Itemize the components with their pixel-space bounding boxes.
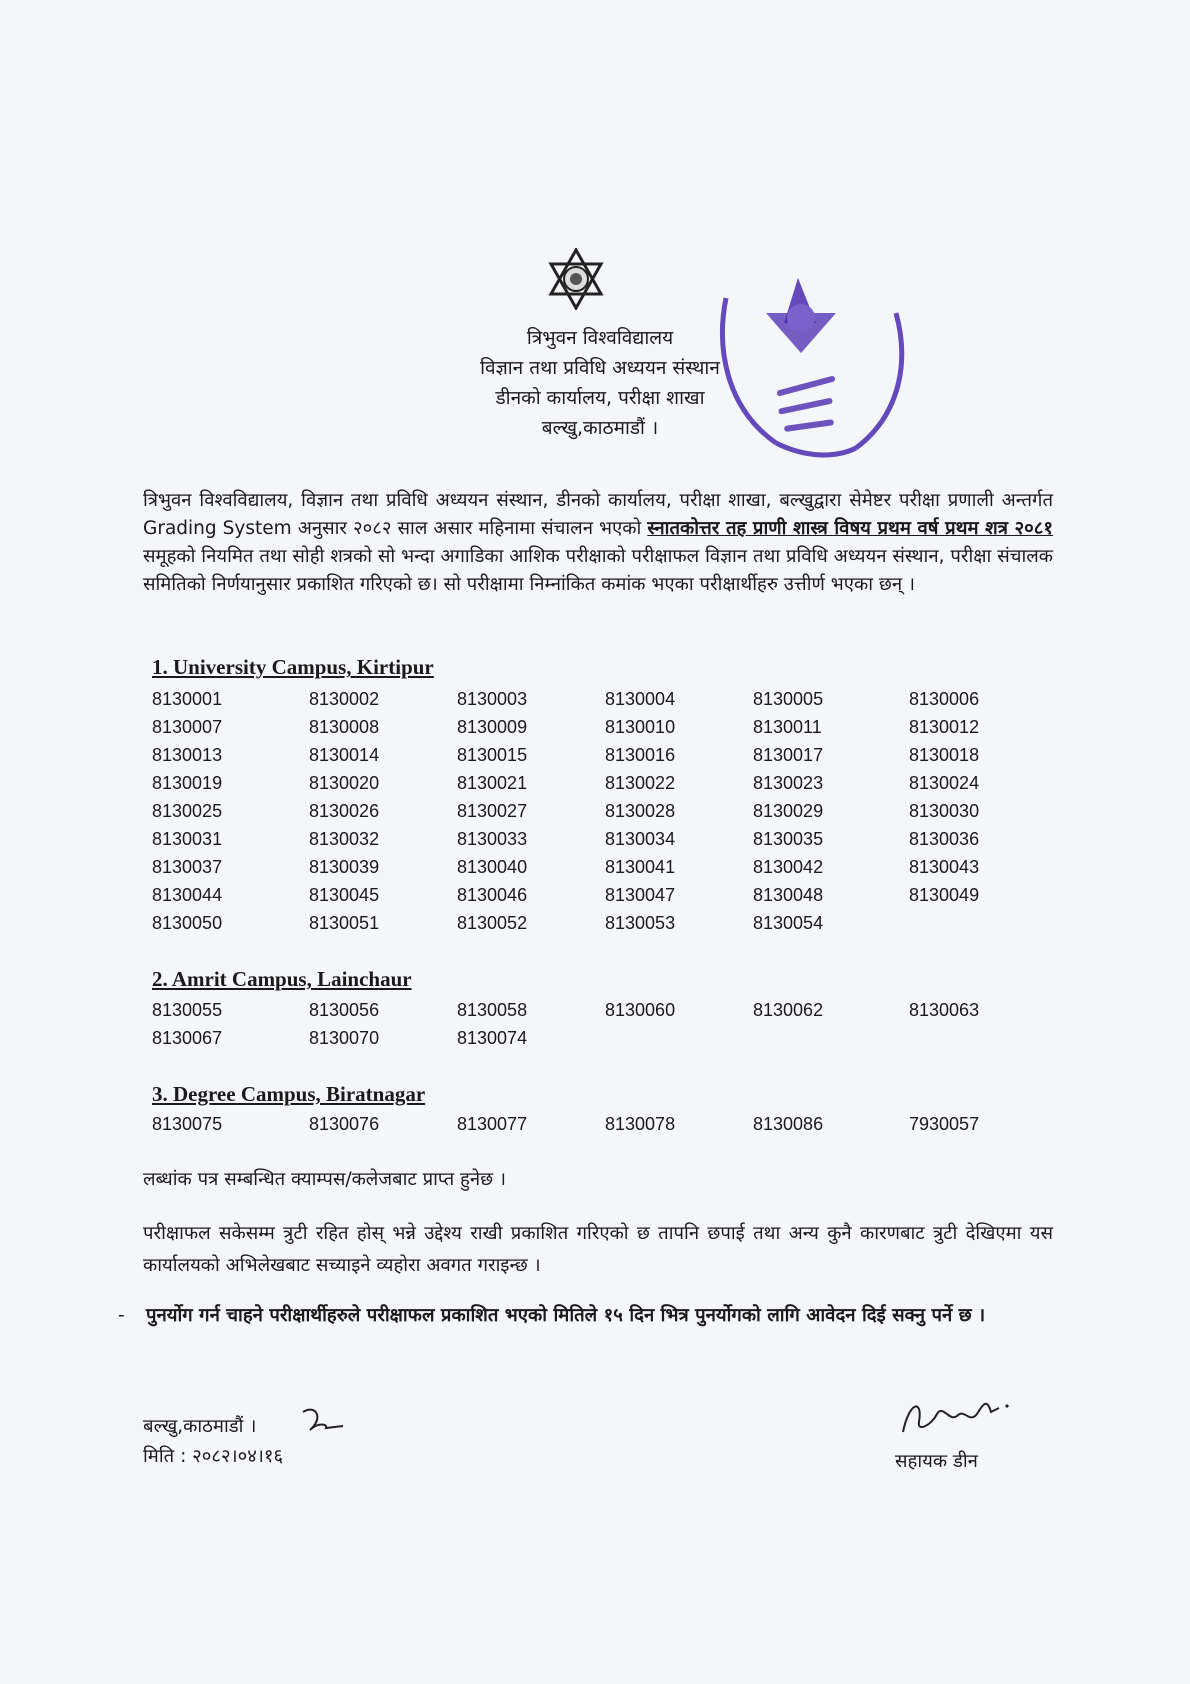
footer-place: बल्खु,काठमाडौं । <box>143 1416 257 1437</box>
roll-number: 8130032 <box>309 829 380 849</box>
roll-number: 8130009 <box>457 717 528 737</box>
roll-row <box>152 745 1012 773</box>
roll-number: 8130056 <box>309 1000 380 1020</box>
office-seal-stamp <box>706 268 918 468</box>
roll-number: 8130011 <box>753 717 822 737</box>
intro-text-part1: त्रिभुवन विश्वविद्यालय, विज्ञान तथा प्रविधि अध्ययन संस्थान, डीनको कार्यालय, परीक्षा शाखा, बल्खुद्वारा सेमेष्टर परीक्षा प्रणाली अन्तर्गत Grading System अनुसार २०८२ साल असार महिनामा संचालन भएको <box>143 490 1053 539</box>
roll-number: 8130078 <box>605 1114 676 1134</box>
roll-number: 8130062 <box>753 1000 824 1020</box>
roll-number: 8130031 <box>152 829 223 849</box>
roll-number: 8130034 <box>605 829 676 849</box>
roll-number: 8130063 <box>909 1000 980 1020</box>
roll-number: 8130016 <box>605 745 676 765</box>
roll-row <box>152 1028 1012 1056</box>
footer-date: मिति : २०८२।०४।१६ <box>143 1446 284 1467</box>
roll-number: 8130044 <box>152 885 223 905</box>
roll-number: 8130019 <box>152 773 223 793</box>
section-title-amrit-campus: 2. Amrit Campus, Lainchaur <box>152 967 412 991</box>
roll-number: 8130070 <box>309 1028 380 1048</box>
institute-name: विज्ञान तथा प्रविधि अध्ययन संस्थान <box>480 357 720 379</box>
roll-number: 8130025 <box>152 801 223 821</box>
roll-number: 7930057 <box>909 1114 980 1134</box>
roll-number: 8130026 <box>309 801 380 821</box>
roll-number: 8130022 <box>605 773 676 793</box>
roll-number: 8130051 <box>309 913 380 933</box>
roll-number: 8130076 <box>309 1114 380 1134</box>
roll-number: 8130067 <box>152 1028 223 1048</box>
roll-row <box>152 773 1012 801</box>
roll-number: 8130002 <box>309 689 380 709</box>
roll-number: 8130013 <box>152 745 223 765</box>
roll-number: 8130075 <box>152 1114 223 1134</box>
roll-row <box>152 913 1012 941</box>
roll-number: 8130037 <box>152 857 223 877</box>
signature <box>895 1392 1015 1442</box>
roll-number: 8130041 <box>605 857 676 877</box>
roll-number: 8130005 <box>753 689 824 709</box>
intro-paragraph <box>143 487 1053 599</box>
roll-number: 8130058 <box>457 1000 528 1020</box>
roll-number: 8130036 <box>909 829 980 849</box>
roll-number: 8130047 <box>605 885 676 905</box>
roll-number: 8130050 <box>152 913 223 933</box>
note-retotal-dash: - <box>118 1305 125 1326</box>
roll-number: 8130039 <box>309 857 380 877</box>
roll-list-university-campus <box>152 689 1012 941</box>
roll-number: 8130030 <box>909 801 980 821</box>
section-title-degree-campus: 3. Degree Campus, Biratnagar <box>152 1082 426 1106</box>
roll-number: 8130048 <box>753 885 824 905</box>
roll-row <box>152 689 1012 717</box>
university-emblem-icon <box>545 248 607 310</box>
office-address: बल्खु,काठमाडौं । <box>541 417 659 439</box>
roll-number: 8130010 <box>605 717 676 737</box>
roll-number: 8130008 <box>309 717 380 737</box>
office-name: डीनको कार्यालय, परीक्षा शाखा <box>495 387 705 409</box>
roll-number: 8130052 <box>457 913 528 933</box>
roll-number: 8130006 <box>909 689 980 709</box>
roll-row <box>152 829 1012 857</box>
roll-number: 8130046 <box>457 885 528 905</box>
roll-row <box>152 885 1012 913</box>
roll-list-degree-campus <box>152 1114 1012 1142</box>
roll-number: 8130035 <box>753 829 824 849</box>
roll-number: 8130003 <box>457 689 528 709</box>
roll-row <box>152 801 1012 829</box>
roll-number: 8130049 <box>909 885 980 905</box>
roll-number: 8130045 <box>309 885 380 905</box>
roll-number: 8130027 <box>457 801 528 821</box>
roll-number: 8130021 <box>457 773 528 793</box>
note-errors: परीक्षाफल सकेसम्म त्रुटी रहित होस् भन्ने उद्देश्य राखी प्रकाशित गरिएको छ तापनि छपाई तथा अन्य कुनै कारणबाट त्रुटी देखिएमा यस कार्यालयको अभिलेखबाट सच्याइने व्यहोरा अवगत गराइन्छ । <box>143 1223 1053 1276</box>
roll-number: 8130015 <box>457 745 528 765</box>
roll-number: 8130042 <box>753 857 824 877</box>
roll-number: 8130017 <box>753 745 824 765</box>
roll-number: 8130007 <box>152 717 223 737</box>
roll-number: 8130023 <box>753 773 824 793</box>
roll-number: 8130060 <box>605 1000 676 1020</box>
note-marksheet: लब्धांक पत्र सम्बन्धित क्याम्पस/कलेजबाट प्राप्त हुनेछ । <box>143 1169 507 1190</box>
roll-number: 8130028 <box>605 801 676 821</box>
roll-number: 8130001 <box>152 689 223 709</box>
section-title-university-campus: 1. University Campus, Kirtipur <box>152 655 434 679</box>
roll-row <box>152 1000 1012 1028</box>
intro-highlight: स्नातकोत्तर तह प्राणी शास्त्र विषय प्रथम वर्ष प्रथम शत्र २०८१ <box>647 518 1054 539</box>
roll-row <box>152 857 1012 885</box>
roll-number: 8130004 <box>605 689 676 709</box>
initial-mark <box>298 1404 348 1438</box>
roll-number: 8130033 <box>457 829 528 849</box>
roll-number: 8130040 <box>457 857 528 877</box>
roll-list-amrit-campus <box>152 1000 1012 1056</box>
roll-number: 8130024 <box>909 773 980 793</box>
roll-number: 8130074 <box>457 1028 528 1048</box>
roll-number: 8130020 <box>309 773 380 793</box>
signatory-title: सहायक डीन <box>895 1451 978 1472</box>
roll-number: 8130018 <box>909 745 980 765</box>
roll-number: 8130055 <box>152 1000 223 1020</box>
roll-row <box>152 717 1012 745</box>
intro-text-part2: समूहको नियमित तथा सोही शत्रको सो भन्दा अगाडिका आशिक परीक्षाको परीक्षाफल विज्ञान तथा प्रविधि अध्ययन संस्थान, परीक्षा संचालक समितिको निर्णयानुसार प्रकाशित गरिएको छ। सो परीक्षामा निम्नांकित कमांक भएका परीक्षार्थीहरु उत्तीर्ण भएका छन् । <box>143 546 1053 595</box>
note-retotal <box>118 1300 1053 1332</box>
roll-number: 8130012 <box>909 717 980 737</box>
roll-number: 8130029 <box>753 801 824 821</box>
roll-number: 8130014 <box>309 745 380 765</box>
roll-number: 8130077 <box>457 1114 528 1134</box>
university-name: त्रिभुवन विश्वविद्यालय <box>526 327 674 349</box>
roll-number: 8130053 <box>605 913 676 933</box>
roll-row <box>152 1114 1012 1142</box>
roll-number: 8130054 <box>753 913 824 933</box>
footer-place-date <box>143 1412 283 1472</box>
note-retotal-text: पुनर्योग गर्न चाहने परीक्षार्थीहरुले परीक्षाफल प्रकाशित भएको मितिले १५ दिन भित्र पुनर्योगको लागि आवेदन दिई सक्नु पर्ने छ । <box>146 1305 986 1326</box>
roll-number: 8130043 <box>909 857 980 877</box>
roll-number: 8130086 <box>753 1114 824 1134</box>
